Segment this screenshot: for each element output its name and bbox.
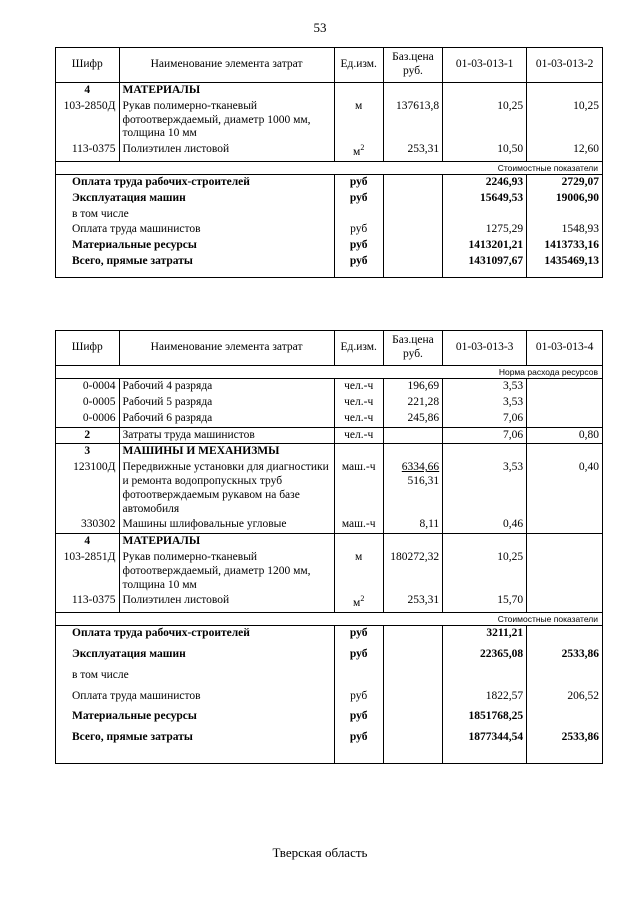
row-code: 123100Д xyxy=(56,460,120,517)
row-value-1: 7,06 xyxy=(443,427,527,444)
header-price: Баз.цена руб. xyxy=(383,331,442,366)
row-value-1: 7,06 xyxy=(443,411,527,427)
row-value-2 xyxy=(527,379,603,395)
row-code: 0-0006 xyxy=(56,411,120,427)
row-code: 103-2851Д xyxy=(56,550,120,593)
table-row xyxy=(56,379,603,395)
header-price: Баз.цена руб. xyxy=(383,48,442,83)
row-value-2 xyxy=(527,593,603,612)
row-price: 8,11 xyxy=(383,517,442,533)
row-code: 0-0005 xyxy=(56,395,120,411)
row-name: Рукав полимерно-тканевый фотоотверждаемый, диаметр 1200 мм, толщина 10 мм xyxy=(119,550,334,593)
page-number: 53 xyxy=(313,20,327,35)
table-header xyxy=(56,48,603,83)
total-name: Всего, прямые затраты xyxy=(56,254,335,277)
row-value-2: 0,40 xyxy=(527,460,603,517)
header-unit: Ед.изм. xyxy=(334,331,383,366)
header-col6: 01-03-013-2 xyxy=(527,48,603,83)
header-code: Шифр xyxy=(56,331,120,366)
cost-table-2 xyxy=(55,330,603,764)
row-value-1: 10,50 xyxy=(443,142,527,161)
total-value-2: 1548,93 xyxy=(527,222,603,238)
total-value-1: 15649,53 xyxy=(443,191,527,207)
row-price: 196,69 xyxy=(383,379,442,395)
total-value-1: 1431097,67 xyxy=(443,254,527,277)
table-row xyxy=(56,593,603,612)
total-unit: руб xyxy=(334,238,383,254)
total-name: Эксплуатация машин xyxy=(56,191,335,207)
total-unit: руб xyxy=(334,191,383,207)
page-footer: Тверская область xyxy=(272,845,368,860)
row-unit: чел.-ч xyxy=(334,411,383,427)
total-value-2 xyxy=(527,704,603,725)
table-row xyxy=(56,427,603,444)
section-code: 4 xyxy=(56,83,120,99)
table-row xyxy=(56,411,603,427)
band-label: Норма расхода ресурсов xyxy=(56,366,603,379)
total-row xyxy=(56,704,603,725)
row-price: 253,31 xyxy=(383,593,442,612)
total-value-2: 2533,86 xyxy=(527,642,603,663)
row-price: 180272,32 xyxy=(383,550,442,593)
cost-table-1 xyxy=(55,47,603,278)
total-value-2: 2533,86 xyxy=(527,725,603,763)
total-row xyxy=(56,222,603,238)
row-name: Затраты труда машинистов xyxy=(119,427,334,444)
total-unit: руб xyxy=(334,642,383,663)
table-row xyxy=(56,517,603,533)
row-price: 6334,66 516,31 xyxy=(383,460,442,517)
row-name: Рабочий 6 разряда xyxy=(119,411,334,427)
row-name: Полиэтилен листовой xyxy=(119,142,334,161)
table-row xyxy=(56,99,603,142)
total-value-2: 19006,90 xyxy=(527,191,603,207)
row-name: Рабочий 5 разряда xyxy=(119,395,334,411)
row-value-1: 15,70 xyxy=(443,593,527,612)
total-row xyxy=(56,642,603,663)
total-value-1: 2246,93 xyxy=(443,175,527,191)
row-value-2: 0,80 xyxy=(527,427,603,444)
band-row xyxy=(56,366,603,379)
total-name: в том числе xyxy=(56,663,335,684)
row-code: 113-0375 xyxy=(56,593,120,612)
header-name: Наименование элемента затрат xyxy=(119,331,334,366)
table-row xyxy=(56,460,603,517)
row-unit: $м^2$ xyxy=(334,142,383,161)
row-code: 103-2850Д xyxy=(56,99,120,142)
total-name: в том числе xyxy=(56,207,335,223)
table-row xyxy=(56,550,603,593)
table-header xyxy=(56,331,603,366)
total-value-1: 3211,21 xyxy=(443,626,527,642)
row-value-2: 12,60 xyxy=(527,142,603,161)
row-name: Передвижные установки для диагностики и ремонта водопропускных труб фотоотверждаемым рукавом на базе автомобиля xyxy=(119,460,334,517)
row-unit: маш.-ч xyxy=(334,460,383,517)
row-value-2 xyxy=(527,395,603,411)
total-name: Всего, прямые затраты xyxy=(56,725,335,763)
section-code: 3 xyxy=(56,444,120,460)
total-value-1: 1877344,54 xyxy=(443,725,527,763)
row-name: Машины шлифовальные угловые xyxy=(119,517,334,533)
total-name: Оплата труда машинистов xyxy=(56,222,335,238)
header-code: Шифр xyxy=(56,48,120,83)
row-unit: чел.-ч xyxy=(334,379,383,395)
total-value-2: 1413733,16 xyxy=(527,238,603,254)
total-name: Оплата труда рабочих-строителей xyxy=(56,175,335,191)
row-price: 253,31 xyxy=(383,142,442,161)
total-unit: руб xyxy=(334,254,383,277)
row-value-2 xyxy=(527,411,603,427)
header-unit: Ед.изм. xyxy=(334,48,383,83)
total-value-2: 2729,07 xyxy=(527,175,603,191)
row-code: 113-0375 xyxy=(56,142,120,161)
total-value-2 xyxy=(527,626,603,642)
total-name: Материальные ресурсы xyxy=(56,704,335,725)
total-unit: руб xyxy=(334,175,383,191)
row-unit: чел.-ч xyxy=(334,427,383,444)
band-label: Стоимостные показатели xyxy=(56,612,603,625)
band-row xyxy=(56,161,603,174)
row-unit: $м^2$ xyxy=(334,593,383,612)
section-row xyxy=(56,444,603,460)
row-price: 137613,8 xyxy=(383,99,442,142)
row-price: 221,28 xyxy=(383,395,442,411)
row-code: 330302 xyxy=(56,517,120,533)
row-name: Полиэтилен листовой xyxy=(119,593,334,612)
total-row xyxy=(56,684,603,705)
total-row xyxy=(56,175,603,191)
total-value-1: 1413201,21 xyxy=(443,238,527,254)
row-name: Рабочий 4 разряда xyxy=(119,379,334,395)
total-name: Материальные ресурсы xyxy=(56,238,335,254)
total-name: Оплата труда машинистов xyxy=(56,684,335,705)
total-row xyxy=(56,663,603,684)
header-name: Наименование элемента затрат xyxy=(119,48,334,83)
total-unit: руб xyxy=(334,684,383,705)
header-col5: 01-03-013-3 xyxy=(443,331,527,366)
total-row xyxy=(56,238,603,254)
row-value-1: 0,46 xyxy=(443,517,527,533)
total-unit: руб xyxy=(334,626,383,642)
row-unit: м xyxy=(334,550,383,593)
row-value-2 xyxy=(527,517,603,533)
row-price: 245,86 xyxy=(383,411,442,427)
band-row xyxy=(56,612,603,625)
total-row xyxy=(56,191,603,207)
total-unit: руб xyxy=(334,704,383,725)
row-name: Рукав полимерно-тканевый фотоотверждаемый, диаметр 1000 мм, толщина 10 мм xyxy=(119,99,334,142)
row-value-1: 10,25 xyxy=(443,99,527,142)
row-value-1: 3,53 xyxy=(443,460,527,517)
total-row xyxy=(56,207,603,223)
section-code: 4 xyxy=(56,534,120,550)
row-unit: м xyxy=(334,99,383,142)
total-unit: руб xyxy=(334,725,383,763)
total-name: Эксплуатация машин xyxy=(56,642,335,663)
header-col6: 01-03-013-4 xyxy=(527,331,603,366)
row-code: 0-0004 xyxy=(56,379,120,395)
row-code: 2 xyxy=(56,427,120,444)
section-row xyxy=(56,83,603,99)
total-value-2: 1435469,13 xyxy=(527,254,603,277)
table-row xyxy=(56,142,603,161)
section-title: МАТЕРИАЛЫ xyxy=(119,83,334,99)
row-unit: чел.-ч xyxy=(334,395,383,411)
section-title: МАШИНЫ И МЕХАНИЗМЫ xyxy=(119,444,334,460)
row-value-1: 3,53 xyxy=(443,395,527,411)
section-title: МАТЕРИАЛЫ xyxy=(119,534,334,550)
total-value-1: 1851768,25 xyxy=(443,704,527,725)
total-value-1: 1822,57 xyxy=(443,684,527,705)
total-value-2: 206,52 xyxy=(527,684,603,705)
total-row xyxy=(56,626,603,642)
section-row xyxy=(56,534,603,550)
row-value-1: 3,53 xyxy=(443,379,527,395)
header-col5: 01-03-013-1 xyxy=(443,48,527,83)
total-value-1: 1275,29 xyxy=(443,222,527,238)
row-unit: маш.-ч xyxy=(334,517,383,533)
total-unit: руб xyxy=(334,222,383,238)
total-value-1: 22365,08 xyxy=(443,642,527,663)
total-row xyxy=(56,725,603,763)
band-label: Стоимостные показатели xyxy=(56,161,603,174)
total-name: Оплата труда рабочих-строителей xyxy=(56,626,335,642)
total-row xyxy=(56,254,603,277)
row-value-2 xyxy=(527,550,603,593)
row-value-2: 10,25 xyxy=(527,99,603,142)
table-row xyxy=(56,395,603,411)
row-value-1: 10,25 xyxy=(443,550,527,593)
